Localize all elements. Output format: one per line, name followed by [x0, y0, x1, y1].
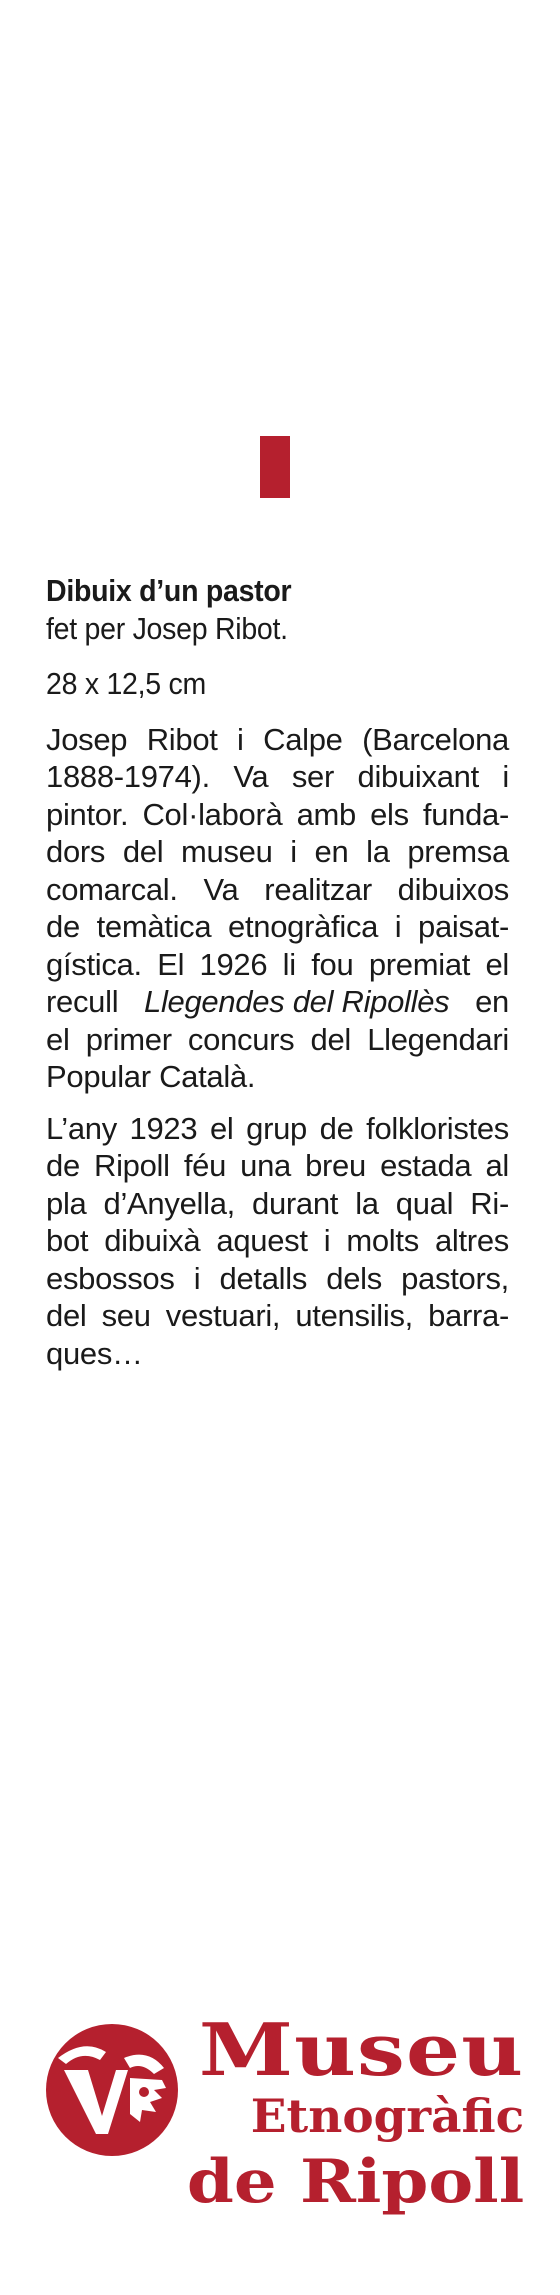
item-number-marker — [260, 436, 290, 498]
item-author: fet per Josep Ribot. — [46, 610, 288, 646]
biography-paragraph — [46, 721, 509, 1096]
text-line: L’any 1923 el grup de folkloristes — [46, 1110, 509, 1146]
museum-logo — [44, 2007, 524, 2230]
text-line: de Ripoll féu una breu estada al — [46, 1148, 509, 1183]
text-line: bot dibuixà aquest i molts altres — [46, 1223, 509, 1258]
text-line: de temàtica etnogràfica i paisat- — [46, 909, 509, 944]
item-title: Dibuix d’un pastor — [46, 573, 292, 608]
text-line: del seu vestuari, utensilis, barra- — [46, 1298, 509, 1333]
item-dimensions: 28 x 12,5 cm — [46, 666, 206, 701]
logo-line-etnografic: Etnogràfic — [250, 2089, 524, 2143]
text-line: dors del museu i en la premsa — [46, 834, 509, 869]
text-line: Josep Ribot i Calpe (Barcelona — [46, 721, 509, 757]
text-line: 1888-1974). Va ser dibuixant i — [46, 759, 509, 794]
book-title: Llegendes del Ripollès — [144, 984, 450, 1019]
text-line: esbossos i detalls dels pastors, — [46, 1260, 509, 1296]
text-line: el primer concurs del Llegendari — [46, 1021, 509, 1057]
description-block — [46, 572, 509, 1386]
logo-line-de-ripoll: de Ripoll — [186, 2147, 524, 2217]
history-paragraph — [46, 1110, 509, 1373]
museum-name — [186, 2007, 524, 2220]
museum-emblem-icon — [44, 2018, 184, 2158]
text-line: ques… — [46, 1335, 143, 1371]
text-line: pintor. Col·laborà amb els funda- — [46, 796, 509, 832]
text-line: recull Llegendes del Ripollès en — [46, 984, 509, 1019]
text-line: gística. El 1926 li fou premiat el — [46, 946, 509, 982]
logo-line-museu: Museu — [198, 2007, 524, 2092]
text-line: Popular Català. — [46, 1059, 256, 1094]
text-line: comarcal. Va realitzar dibuixos — [46, 871, 509, 907]
text-line: pla d’Anyella, durant la qual Ri- — [46, 1185, 509, 1221]
